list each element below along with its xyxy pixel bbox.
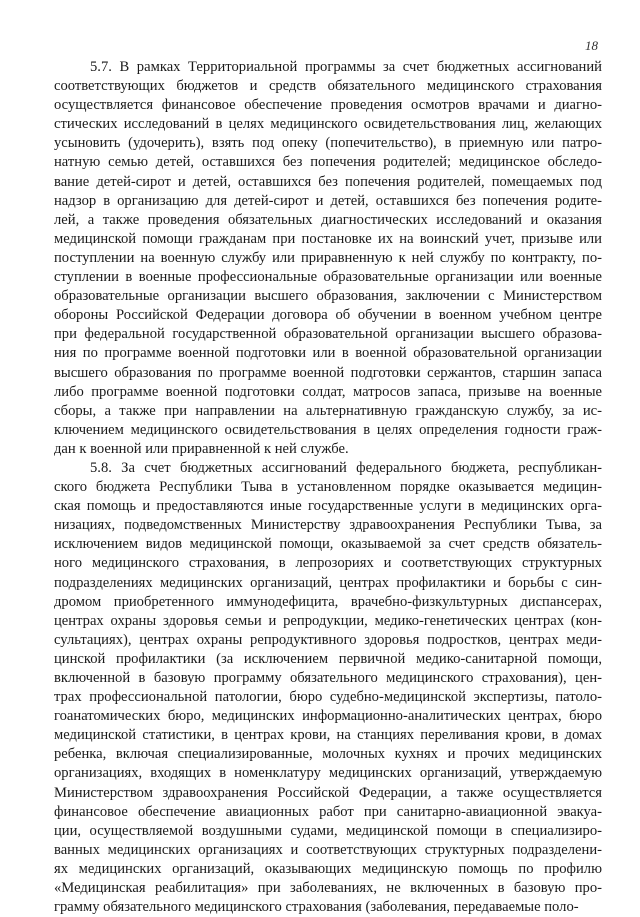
paragraph-5-8: [54, 459, 602, 917]
paragraph-5-7: [54, 58, 602, 459]
text-line: ключением медицинского освидетельствования в целях определения годности граж-: [54, 421, 602, 438]
text-line: медицинской статистики, в центрах крови, на станциях переливания крови, в домах: [54, 727, 602, 744]
text-line: финансовое обеспечение авиационных работ при санитарно-авиационной эвакуа-: [54, 803, 602, 820]
text-line: медицинской помощи гражданам при постановке их на воинский учет, призыве или: [54, 230, 602, 247]
text-line: усыновить (удочерить), взять под опеку (попечительство), в приемную или патро-: [54, 135, 602, 152]
text-line: сборы, а также при направлении на альтернативную гражданскую службу, за ис-: [54, 402, 602, 419]
text-line: надзор в организацию для детей-сирот и детей, оставшихся без попечения родите-: [54, 192, 602, 209]
text-line: исключением видов медицинской помощи, оказываемой за счет средств обязатель-: [54, 536, 602, 553]
text-line: высшего образования по программе военной подготовки сержантов, старшин запаса: [54, 364, 602, 381]
text-line: грамму обязательного медицинского страхования (заболевания, передаваемые поло-: [54, 899, 579, 916]
text-line: подразделениях медицинских организаций, центрах профилактики и борьбы с син-: [54, 574, 602, 591]
text-line: цинской профилактики (за исключением первичной медико-санитарной помощи,: [54, 650, 602, 667]
text-line: соответствующих бюджетов и средств обязательного медицинского страхования: [54, 78, 602, 95]
text-line: при федеральной государственной образовательной организации высшего образова-: [54, 326, 602, 343]
text-line: ступлении в военные профессиональные образовательные организации или военные: [54, 269, 602, 286]
text-line: организациях, входящих в номенклатуру медицинских организаций, утверждаемую: [54, 765, 602, 782]
text-line: обороны Российской Федерации договора об обучении в военном учебном центре: [54, 307, 602, 324]
text-line: включенной в базовую программу обязательного медицинского страхования), цен-: [54, 670, 602, 686]
text-line: дан к военной или приравненной к ней службе.: [54, 440, 349, 457]
text-line: гоанатомических бюро, медицинских информационно-аналитических центрах, бюро: [54, 708, 602, 725]
text-line: натную семью детей, оставшихся без попечения родителей; медицинское обследо-: [54, 154, 602, 171]
text-line: сультациях), центрах охраны репродуктивного здоровья подростков, центрах меди-: [54, 631, 602, 648]
text-line: ская помощь и предоставляются иные государственные услуги в медицинских орга-: [54, 498, 602, 515]
page-number: 18: [585, 38, 598, 53]
text-line: осуществляется финансовое обеспечение проведения осмотров врачами и диагно-: [54, 97, 602, 114]
body-text: [54, 58, 602, 917]
text-line: либо программе военной подготовки солдат, матросов запаса, призыве на военные: [54, 383, 602, 400]
text-line: Министерством здравоохранения Российской Федерации, а также осуществляется: [54, 784, 602, 801]
text-line: низациях, подведомственных Министерству здравоохранения Республики Тыва, за: [54, 517, 602, 534]
text-line: трах профессиональной патологии, бюро судебно-медицинской экспертизы, патоло-: [54, 689, 602, 706]
text-line: образовательные организации высшего образования, заключении с Министерством: [54, 288, 602, 305]
text-line: ребенка, включая специализированные, молочных кухнях и прочих медицинских: [54, 746, 602, 763]
text-line: «Медицинская реабилитация» при заболеваниях, не включенных в базовую про-: [54, 880, 602, 897]
text-line: стических исследований в целях медицинского освидетельствования лиц, желающих: [54, 116, 602, 133]
text-line: ции, осуществляемой воздушными судами, медицинской помощи в специализиро-: [54, 822, 602, 839]
text-line: лей, а также проведения обязательных диагностических исследований и оказания: [54, 211, 602, 228]
text-line: дромом приобретенного иммунодефицита, врачебно-физкультурных диспансерах,: [54, 593, 602, 610]
text-line: 5.8. За счет бюджетных ассигнований федерального бюджета, республикан-: [90, 459, 602, 476]
text-line: ного медицинского страхования, в лепрозориях и соответствующих структурных: [54, 555, 602, 572]
text-line: ния по программе военной подготовки или в военной образовательной организации: [54, 345, 602, 362]
text-line: 5.7. В рамках Территориальной программы за счет бюджетных ассигнований: [90, 59, 602, 75]
text-line: вание детей-сирот и детей, оставшихся без попечения родителей, помещаемых под: [54, 173, 602, 190]
text-line: ванных медицинских организациях и соответствующих структурных подразделени-: [54, 841, 602, 858]
text-line: поступлении на военную службу или приравненную к ней службу по контракту, по-: [54, 249, 602, 266]
text-line: ях медицинских организаций, оказывающих медицинскую помощь по профилю: [54, 860, 602, 877]
text-line: центрах охраны здоровья семьи и репродукции, медико-генетических центрах (кон-: [54, 612, 602, 629]
text-line: ского бюджета Республики Тыва в установленном порядке оказывается медицин-: [54, 479, 602, 496]
